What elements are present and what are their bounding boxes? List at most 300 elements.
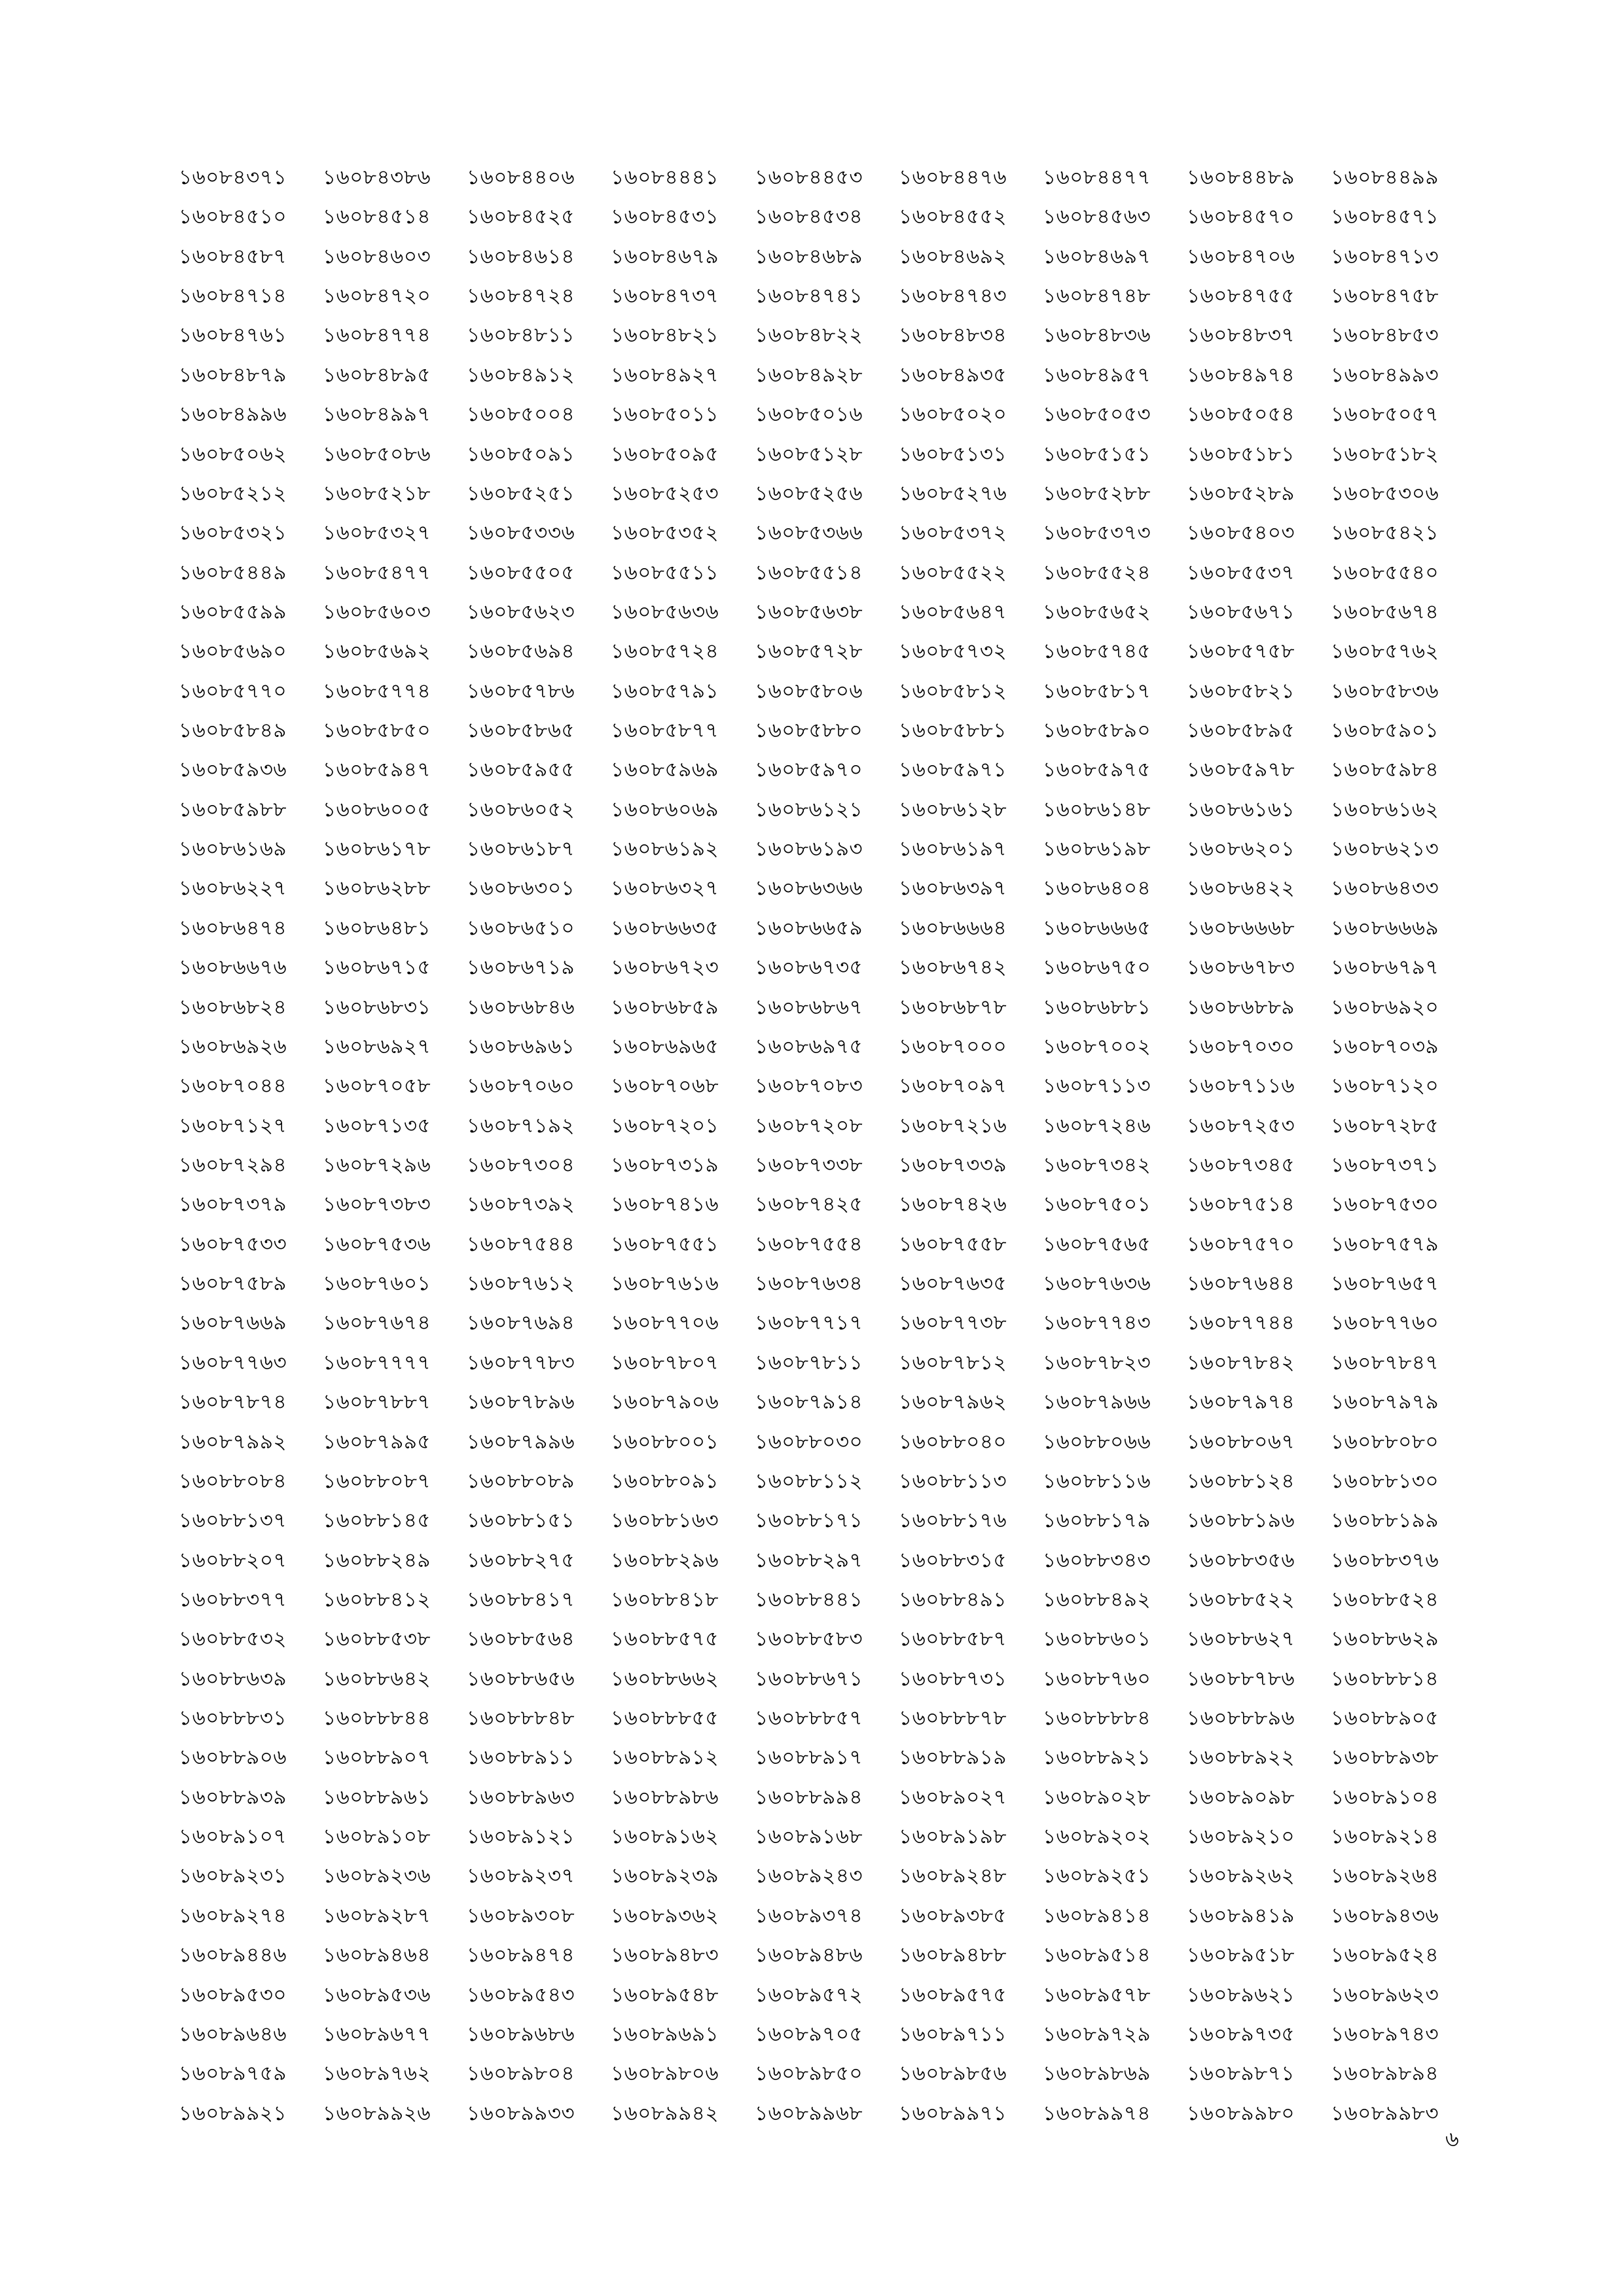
roll-number-cell: ১৬০৮৮৯১২ [611, 1746, 719, 1770]
roll-number-cell: ১৬০৮৭৮৮৭ [323, 1390, 431, 1414]
roll-number-cell: ১৬০৮৮২০৭ [179, 1548, 287, 1572]
roll-number-cell: ১৬০৮৫০৯১ [467, 442, 575, 466]
roll-number-cell: ১৬০৮৯৭৩৫ [1187, 2022, 1295, 2046]
roll-number-cell: ১৬০৮৯০৯৮ [1187, 1785, 1295, 1809]
roll-number-cell: ১৬০৮৫৫৯৯ [179, 600, 287, 624]
roll-number-cell: ১৬০৮৫২৮৮ [1043, 481, 1151, 505]
roll-number-cell: ১৬০৮৮৩১৫ [899, 1548, 1007, 1572]
roll-number-cell: ১৬০৮৫৬৫২ [1043, 600, 1151, 624]
roll-number-cell: ১৬০৮৯৫৩৬ [323, 1982, 431, 2007]
roll-number-cell: ১৬০৮৫৭৪৫ [1043, 639, 1151, 664]
roll-number-cell: ১৬০৮৪৭৫৮ [1331, 284, 1439, 308]
roll-number-cell: ১৬০৮৫৮১২ [899, 679, 1007, 703]
roll-number-cell: ১৬০৮৬৯৬১ [467, 1034, 575, 1058]
roll-number-cell: ১৬০৮৭৭১৭ [755, 1311, 863, 1335]
roll-number-cell: ১৬০৮৭৩৪৫ [1187, 1153, 1295, 1177]
roll-number-cell: ১৬০৮৫০১৬ [755, 403, 863, 427]
roll-number-cell: ১৬০৮৭১২৭ [179, 1113, 287, 1138]
roll-number-cell: ১৬০৮৪৯১২ [467, 363, 575, 387]
roll-number-cell: ১৬০৮৬৯২৬ [179, 1034, 287, 1058]
roll-number-cell: ১৬০৮৮৬২৭ [1187, 1627, 1295, 1651]
roll-number-cell: ১৬০৮৫৩২৭ [323, 521, 431, 545]
roll-number-cell: ১৬০৮৫৭২৪ [611, 639, 719, 664]
roll-number-cell: ১৬০৮৫৯৭৫ [1043, 758, 1151, 782]
roll-number-cell: ১৬০৮৮১৩০ [1331, 1469, 1439, 1493]
roll-number-cell: ১৬০৮৭০৫৮ [323, 1074, 431, 1098]
roll-number-cell: ১৬০৮৭৯৬৬ [1043, 1390, 1151, 1414]
roll-number-cell: ১৬০৮৮০৬৬ [1043, 1429, 1151, 1454]
roll-number-cell: ১৬০৮৮১১২ [755, 1469, 863, 1493]
roll-number-cell: ১৬০৮৯১০৭ [179, 1825, 287, 1849]
roll-number-cell: ১৬০৮৯২৪৩ [755, 1864, 863, 1888]
roll-number-cell: ১৬০৮৪৫৮৭ [179, 244, 287, 268]
roll-number-cell: ১৬০৮৭০৪৪ [179, 1074, 287, 1098]
roll-number-cell: ১৬০৮৬৪৮১ [323, 916, 431, 940]
roll-number-cell: ১৬০৮৮৭৮৬ [1187, 1666, 1295, 1691]
roll-number-cell: ১৬০৮৪৭৬১ [179, 323, 287, 348]
roll-number-cell: ১৬০৮৭৫৭৯ [1331, 1232, 1439, 1256]
roll-number-cell: ১৬০৮৭৩৭৯ [179, 1193, 287, 1217]
roll-number-cell: ১৬০৮৮০৪০ [899, 1429, 1007, 1454]
roll-number-cell: ১৬০৮৯১৬২ [611, 1825, 719, 1849]
roll-number-cell: ১৬০৮৫২৫১ [467, 481, 575, 505]
roll-number-cell: ১৬০৮৭৫৩৩ [179, 1232, 287, 1256]
roll-number-cell: ১৬০৮৯৬২১ [1187, 1982, 1295, 2007]
roll-number-cell: ১৬০৮৫৮১৭ [1043, 679, 1151, 703]
roll-number-cell: ১৬০৮৯১২১ [467, 1825, 575, 1849]
roll-number-cell: ১৬০৮৭০০০ [899, 1034, 1007, 1058]
roll-number-cell: ১৬০৮৬৭৫০ [1043, 956, 1151, 980]
roll-number-cell: ১৬০৮৫২৮৯ [1187, 481, 1295, 505]
roll-number-cell: ১৬০৮৬১২১ [755, 797, 863, 821]
roll-number-cell: ১৬০৮৯২০২ [1043, 1825, 1151, 1849]
roll-number-cell: ১৬০৮৫৩৬৬ [755, 521, 863, 545]
roll-number-cell: ১৬০৮৯২৬২ [1187, 1864, 1295, 1888]
roll-number-cell: ১৬০৮৪৪৫৩ [755, 166, 863, 189]
roll-number-cell: ১৬০৮৯৮০৬ [611, 2062, 719, 2086]
roll-number-cell: ১৬০৮৬৮২৪ [179, 995, 287, 1019]
roll-number-cell: ১৬০৮৮১৬৩ [611, 1509, 719, 1533]
roll-number-cell: ১৬০৮৮০০১ [611, 1429, 719, 1454]
roll-number-cell: ১৬০৮৫১৮১ [1187, 442, 1295, 466]
roll-number-cell: ১৬০৮৫৭৩২ [899, 639, 1007, 664]
roll-number-cell: ১৬০৮৬৬৬৯ [1331, 916, 1439, 940]
roll-number-cell: ১৬০৮৭৩৪২ [1043, 1153, 1151, 1177]
roll-number-cell: ১৬০৮৫৭২৮ [755, 639, 863, 664]
roll-number-cell: ১৬০৮৪৯৯৭ [323, 403, 431, 427]
roll-number-cell: ১৬০৮৭২৯৬ [323, 1153, 431, 1177]
roll-number-cell: ১৬০৮৬৪৭৪ [179, 916, 287, 940]
roll-number-cell: ১৬০৮৫০৬২ [179, 442, 287, 466]
roll-number-cell: ১৬০৮৫৯৫৫ [467, 758, 575, 782]
roll-number-cell: ১৬০৮৫৫২৪ [1043, 560, 1151, 584]
roll-number-cell: ১৬০৮৮৯১৭ [755, 1746, 863, 1770]
roll-number-cell: ১৬০৮৭৫৬৫ [1043, 1232, 1151, 1256]
roll-number-cell: ১৬০৮৮৬৫৬ [467, 1666, 575, 1691]
roll-number-cell: ১৬০৮৯৫৭২ [755, 1982, 863, 2007]
roll-number-cell: ১৬০৮৫৬৯২ [323, 639, 431, 664]
roll-number-cell: ১৬০৮৭৭৪৩ [1043, 1311, 1151, 1335]
roll-number-cell: ১৬০৮৫৫৩৭ [1187, 560, 1295, 584]
roll-number-cell: ১৬০৮৮২৪৯ [323, 1548, 431, 1572]
roll-number-cell: ১৬০৮৬৮৩১ [323, 995, 431, 1019]
roll-number-cell: ১৬০৮৯৯৪২ [611, 2101, 719, 2125]
roll-number-cell: ১৬০৮৪৮৯৫ [323, 363, 431, 387]
roll-number-cell: ১৬০৮৪৩৭১ [179, 166, 287, 189]
roll-number-cell: ১৬০৮৯৯৬৮ [755, 2101, 863, 2125]
roll-number-cell: ১৬০৮৬০০৫ [323, 797, 431, 821]
roll-number-cell: ১৬০৮৪৮৩৭ [1187, 323, 1295, 348]
roll-number-cell: ১৬০৮৫৭৮৬ [467, 679, 575, 703]
roll-number-cell: ১৬০৮৫৯৭৮ [1187, 758, 1295, 782]
roll-number-cell: ১৬০৮৪৬৮৯ [755, 244, 863, 268]
roll-number-cell: ১৬০৮৫১২৮ [755, 442, 863, 466]
roll-number-cell: ১৬০৮৯২৩৭ [467, 1864, 575, 1888]
roll-number-cell: ১৬০৮৯১৯৮ [899, 1825, 1007, 1849]
roll-number-cell: ১৬০৮৬১৪৮ [1043, 797, 1151, 821]
roll-number-cell: ১৬০৮৭৬৩৫ [899, 1272, 1007, 1296]
roll-number-cell: ১৬০৮৪৫৭১ [1331, 205, 1439, 229]
roll-number-cell: ১৬০৮৫৮৬৫ [467, 719, 575, 743]
roll-number-cell: ১৬০৮৪৮৩৬ [1043, 323, 1151, 348]
roll-number-cell: ১৬০৮৮৯২১ [1043, 1746, 1151, 1770]
roll-number-cell: ১৬০৮৫০৯৫ [611, 442, 719, 466]
roll-number-cell: ১৬০৮৫০০৪ [467, 403, 575, 427]
roll-number-cell: ১৬০৮৮৭৬০ [1043, 1666, 1151, 1691]
roll-number-cell: ১৬০৮৫৭৬২ [1331, 639, 1439, 664]
roll-number-cell: ১৬০৮৮৪৯২ [1043, 1587, 1151, 1611]
roll-number-cell: ১৬০৮৯৮০৪ [467, 2062, 575, 2086]
roll-number-cell: ১৬০৮৯৩৮৫ [899, 1903, 1007, 1928]
roll-number-cell: ১৬০৮৮৯৮৬ [611, 1785, 719, 1809]
roll-number-cell: ১৬০৮৮৬৭১ [755, 1666, 863, 1691]
page-number: ৬ [1445, 2126, 1459, 2151]
roll-number-cell: ১৬০৮৮১৩৭ [179, 1509, 287, 1533]
roll-number-cell: ১৬০৮৮৩৫৬ [1187, 1548, 1295, 1572]
roll-number-cell: ১৬০৮৮৮৭৮ [899, 1706, 1007, 1731]
roll-number-cell: ১৬০৮৪৮২১ [611, 323, 719, 348]
roll-number-cell: ১৬০৮৭৯৯৬ [467, 1429, 575, 1454]
roll-number-cell: ১৬০৮৬৮৮৯ [1187, 995, 1295, 1019]
roll-number-cell: ১৬০৮৭০৯৭ [899, 1074, 1007, 1098]
roll-number-cell: ১৬০৮৯১০৮ [323, 1825, 431, 1849]
roll-number-cell: ১৬০৮৫৮৮০ [755, 719, 863, 743]
roll-number-cell: ১৬০৮৭৯০৬ [611, 1390, 719, 1414]
roll-number-cell: ১৬০৮৮৮১৪ [1331, 1666, 1439, 1691]
roll-number-cell: ১৬০৮৫৯৮৪ [1331, 758, 1439, 782]
roll-number-cell: ১৬০৮৯২৬৪ [1331, 1864, 1439, 1888]
roll-number-cell: ১৬০৮৯৮৯৪ [1331, 2062, 1439, 2086]
roll-number-cell: ১৬০৮৯৭২৯ [1043, 2022, 1151, 2046]
roll-number-cell: ১৬০৮৯৫১৮ [1187, 1943, 1295, 1967]
roll-number-cell: ১৬০৮৭৭৮৩ [467, 1350, 575, 1374]
roll-number-cell: ১৬০৮৭৬০১ [323, 1272, 431, 1296]
roll-number-cell: ১৬০৮৭২০১ [611, 1113, 719, 1138]
roll-number-cell: ১৬০৮৫৫৪০ [1331, 560, 1439, 584]
roll-number-cell: ১৬০৮৯৮৬৯ [1043, 2062, 1151, 2086]
roll-number-cell: ১৬০৮৬৩০১ [467, 876, 575, 901]
roll-number-cell: ১৬০৮৯৬৭৭ [323, 2022, 431, 2046]
roll-number-cell: ১৬০৮৯৪৮৬ [755, 1943, 863, 1967]
roll-number-cell: ১৬০৮৯৭৪৩ [1331, 2022, 1439, 2046]
roll-number-cell: ১৬০৮৫৫১৪ [755, 560, 863, 584]
roll-number-cell: ১৬০৮৭৩৩৯ [899, 1153, 1007, 1177]
roll-number-cell: ১৬০৮৯৯২৬ [323, 2101, 431, 2125]
roll-number-cell: ১৬০৮৭১১৩ [1043, 1074, 1151, 1098]
roll-number-cell: ১৬০৮৯৪৩৬ [1331, 1903, 1439, 1928]
roll-number-cell: ১৬০৮৯২৭৪ [179, 1903, 287, 1928]
roll-number-cell: ১৬০৮৪৪৭৬ [899, 166, 1007, 189]
roll-number-cell: ১৬০৮৯৫৭৮ [1043, 1982, 1151, 2007]
roll-number-cell: ১৬০৮৭৯৯২ [179, 1429, 287, 1454]
roll-number-cell: ১৬০৮৪৯৫৭ [1043, 363, 1151, 387]
roll-number-cell: ১৬০৮৯৩০৮ [467, 1903, 575, 1928]
roll-number-cell: ১৬০৮৮৬২৯ [1331, 1627, 1439, 1651]
roll-number-cell: ১৬০৮৬৬৫৯ [755, 916, 863, 940]
roll-number-cell: ১৬০৮৭১৯২ [467, 1113, 575, 1138]
roll-number-cell: ১৬০৮৭০৬৮ [611, 1074, 719, 1098]
roll-number-cell: ১৬০৮৮৬৩৯ [179, 1666, 287, 1691]
roll-number-cell: ১৬০৮৬১৯৭ [899, 837, 1007, 861]
roll-number-cell: ১৬০৮৫৪৭৭ [323, 560, 431, 584]
roll-number-cell: ১৬০৮৬৮৪৬ [467, 995, 575, 1019]
roll-number-cell: ১৬০৮৭০৮৩ [755, 1074, 863, 1098]
roll-number-cell: ১৬০৮৭০০২ [1043, 1034, 1151, 1058]
roll-number-cell: ১৬০৮৫২৫৬ [755, 481, 863, 505]
roll-number-cell: ১৬০৮৭৫৩৬ [323, 1232, 431, 1256]
roll-number-cell: ১৬০৮৮৫৩৮ [323, 1627, 431, 1651]
roll-number-cell: ১৬০৮৭৫৫৮ [899, 1232, 1007, 1256]
roll-number-cell: ১৬০৮৪৭৩৭ [611, 284, 719, 308]
roll-number-cell: ১৬০৮৮১৪৫ [323, 1509, 431, 1533]
roll-number-cell: ১৬০৮৮১১৩ [899, 1469, 1007, 1493]
roll-number-cell: ১৬০৮৬৩৬৬ [755, 876, 863, 901]
roll-number-cell: ১৬০৮৮৬৪২ [323, 1666, 431, 1691]
roll-number-cell: ১৬০৮৬১৬৯ [179, 837, 287, 861]
roll-number-cell: ১৬০৮৭২১৬ [899, 1113, 1007, 1138]
roll-number-cell: ১৬০৮৭৫১৪ [1187, 1193, 1295, 1217]
roll-number-cell: ১৬০৮৬৭৩৫ [755, 956, 863, 980]
roll-number-cell: ১৬০৮৪৩৮৬ [323, 166, 431, 189]
roll-number-cell: ১৬০৮৮৯৩৮ [1331, 1746, 1439, 1770]
roll-number-cell: ১৬০৮৬৮৮১ [1043, 995, 1151, 1019]
roll-number-cell: ১৬০৮৭৮৯৬ [467, 1390, 575, 1414]
roll-number-cell: ১৬০৮৫৩৭৩ [1043, 521, 1151, 545]
roll-number-cell: ১৬০৮৬৪২২ [1187, 876, 1295, 901]
roll-number-cell: ১৬০৮৭৮০৭ [611, 1350, 719, 1374]
roll-number-cell: ১৬০৮৪৫২৫ [467, 205, 575, 229]
roll-number-cell: ১৬০৮৮৮৮৪ [1043, 1706, 1151, 1731]
roll-number-cell: ১৬০৮৮৩৭৭ [179, 1587, 287, 1611]
roll-number-cell: ১৬০৮৯৬৮৬ [467, 2022, 575, 2046]
roll-number-cell: ১৬০৮৮৯০৫ [1331, 1706, 1439, 1731]
roll-number-cell: ১৬০৮৮৯১১ [467, 1746, 575, 1770]
roll-number-cell: ১৬০৮৫৬৩৮ [755, 600, 863, 624]
roll-number-cell: ১৬০৮৫১৫১ [1043, 442, 1151, 466]
roll-number-cell: ১৬০৮৪৫৬৩ [1043, 205, 1151, 229]
roll-number-cell: ১৬০৮৪৭৭৪ [323, 323, 431, 348]
roll-number-cell: ১৬০৮৮৯০৬ [179, 1746, 287, 1770]
roll-number-cell: ১৬০৮৯১০৪ [1331, 1785, 1439, 1809]
roll-number-cell: ১৬০৮৫৩২১ [179, 521, 287, 545]
roll-number-cell: ১৬০৮৭৩৩৮ [755, 1153, 863, 1177]
roll-number-cell: ১৬০৮৭৬৬৯ [179, 1311, 287, 1335]
roll-number-cell: ১৬০৮৫৮৭৭ [611, 719, 719, 743]
roll-number-cell: ১৬০৮৪৫১০ [179, 205, 287, 229]
roll-number-cell: ১৬০৮৫৬০৩ [323, 600, 431, 624]
roll-number-cell: ১৬০৮৭২৯৪ [179, 1153, 287, 1177]
roll-number-cell: ১৬০৮৯৮৭১ [1187, 2062, 1295, 2086]
roll-number-cell: ১৬০৮৪৭০৬ [1187, 244, 1295, 268]
roll-number-cell: ১৬০৮৭৭৪৪ [1187, 1311, 1295, 1335]
roll-number-cell: ১৬০৮৭৯১৪ [755, 1390, 863, 1414]
roll-number-cell: ১৬০৮৪৬৭৯ [611, 244, 719, 268]
roll-number-cell: ১৬০৮৫৪৪৯ [179, 560, 287, 584]
roll-number-cell: ১৬০৮৭৭৬৩ [179, 1350, 287, 1374]
roll-number-cell: ১৬০৮৮০৮৪ [179, 1469, 287, 1493]
roll-number-cell: ১৬০৮৮১৯৯ [1331, 1509, 1439, 1533]
roll-number-cell: ১৬০৮৮২৯৭ [755, 1548, 863, 1572]
roll-number-cell: ১৬০৮৭৭০৬ [611, 1311, 719, 1335]
roll-number-cell: ১৬০৮৭৭৬০ [1331, 1311, 1439, 1335]
roll-number-cell: ১৬০৮৬৭৪২ [899, 956, 1007, 980]
roll-number-cell: ১৬০৮৮৩৭৬ [1331, 1548, 1439, 1572]
roll-number-cell: ১৬০৮৭১৩৫ [323, 1113, 431, 1138]
roll-number-cell: ১৬০৮৪৬০৩ [323, 244, 431, 268]
roll-number-cell: ১৬০৮৬৬৩৫ [611, 916, 719, 940]
roll-number-cell: ১৬০৮৬৩৯৭ [899, 876, 1007, 901]
roll-number-cell: ১৬০৮৪৪৭৭ [1043, 166, 1151, 189]
roll-number-cell: ১৬০৮৮৪১২ [323, 1587, 431, 1611]
roll-number-cell: ১৬০৮৯৫৭৫ [899, 1982, 1007, 2007]
roll-number-cell: ১৬০৮৫২১৮ [323, 481, 431, 505]
roll-number-cell: ১৬০৮৮১১৬ [1043, 1469, 1151, 1493]
roll-number-cell: ১৬০৮৫৪০৩ [1187, 521, 1295, 545]
roll-number-cell: ১৬০৮৯২৩১ [179, 1864, 287, 1888]
roll-number-cell: ১৬০৮৫৯৬৯ [611, 758, 719, 782]
roll-number-cell: ১৬০৮৪৮৩৪ [899, 323, 1007, 348]
roll-number-cell: ১৬০৮৮০৮৭ [323, 1469, 431, 1493]
roll-number-cell: ১৬০৮৪৫৭০ [1187, 205, 1295, 229]
roll-number-cell: ১৬০৮৫৮৫০ [323, 719, 431, 743]
roll-number-cell: ১৬০৮৪৭১৩ [1331, 244, 1439, 268]
roll-number-cell: ১৬০৮৪৭৫৫ [1187, 284, 1295, 308]
roll-number-cell: ১৬০৮৫৯৩৬ [179, 758, 287, 782]
roll-number-cell: ১৬০৮৫৮৯০ [1043, 719, 1151, 743]
roll-number-cell: ১৬০৮৭৫৪৪ [467, 1232, 575, 1256]
roll-number-cell: ১৬০৮৫৩৩৬ [467, 521, 575, 545]
roll-number-cell: ১৬০৮৫৬৭১ [1187, 600, 1295, 624]
roll-number-cell: ১৬০৮৬৮৫৯ [611, 995, 719, 1019]
roll-number-cell: ১৬০৮৭৩৭১ [1331, 1153, 1439, 1177]
roll-number-cell: ১৬০৮৭৫৩০ [1331, 1193, 1439, 1217]
roll-number-cell: ১৬০৮৯২৪৮ [899, 1864, 1007, 1888]
roll-number-cell: ১৬০৮৪৯৩৫ [899, 363, 1007, 387]
roll-number-cell: ১৬০৮৪৮৭৯ [179, 363, 287, 387]
roll-number-cell: ১৬০৮৬২২৭ [179, 876, 287, 901]
roll-number-cell: ১৬০৮৮০৮০ [1331, 1429, 1439, 1454]
roll-number-cell: ১৬০৮৫৭৯১ [611, 679, 719, 703]
roll-number-grid [179, 158, 1481, 2133]
roll-number-cell: ১৬০৮৫৯৪৭ [323, 758, 431, 782]
roll-number-cell: ১৬০৮৪৭৪১ [755, 284, 863, 308]
roll-number-cell: ১৬০৮৮৬৬২ [611, 1666, 719, 1691]
roll-number-cell: ১৬০৮৮৯০৭ [323, 1746, 431, 1770]
roll-number-cell: ১৬০৮৯৯৮০ [1187, 2101, 1295, 2125]
roll-number-cell: ১৬০৮৫৭৭৪ [323, 679, 431, 703]
roll-number-cell: ১৬০৮৬৬৬৫ [1043, 916, 1151, 940]
roll-number-cell: ১৬০৮৮১৯৬ [1187, 1509, 1295, 1533]
roll-number-cell: ১৬০৮৯৫২৪ [1331, 1943, 1439, 1967]
roll-number-cell: ১৬০৮৭২০৮ [755, 1113, 863, 1138]
roll-number-cell: ১৬০৮৪৫৩৪ [755, 205, 863, 229]
roll-number-cell: ১৬০৮৭৭৩৮ [899, 1311, 1007, 1335]
roll-number-cell: ১৬০৮৭৬৩৪ [755, 1272, 863, 1296]
roll-number-cell: ১৬০৮৭৮৪২ [1187, 1350, 1295, 1374]
roll-number-cell: ১৬০৮৫৭৫৮ [1187, 639, 1295, 664]
roll-number-cell: ১৬০৮৭৫৭০ [1187, 1232, 1295, 1256]
roll-number-cell: ১৬০৮৮৮৯৬ [1187, 1706, 1295, 1731]
roll-number-cell: ১৬০৮৮০৯১ [611, 1469, 719, 1493]
roll-number-cell: ১৬০৮৮৯৯৪ [755, 1785, 863, 1809]
roll-number-cell: ১৬০৮৯৯৩৩ [467, 2101, 575, 2125]
roll-number-cell: ১৬০৮৮৬০১ [1043, 1627, 1151, 1651]
roll-number-cell: ১৬০৮৮৮৫৭ [755, 1706, 863, 1731]
roll-number-cell: ১৬০৮৭২৪৬ [1043, 1113, 1151, 1138]
roll-number-cell: ১৬০৮৯৪৮৮ [899, 1943, 1007, 1967]
roll-number-cell: ১৬০৮৫৮৯৫ [1187, 719, 1295, 743]
roll-number-cell: ১৬০৮৮৫৭৫ [611, 1627, 719, 1651]
roll-number-cell: ১৬০৮৮৪৯১ [899, 1587, 1007, 1611]
roll-number-cell: ১৬০৮৭৫০১ [1043, 1193, 1151, 1217]
roll-number-cell: ১৬০৮৯০২৭ [899, 1785, 1007, 1809]
roll-number-cell: ১৬০৮৭৯৯৫ [323, 1429, 431, 1454]
roll-number-cell: ১৬০৮৫৬৯৪ [467, 639, 575, 664]
roll-number-cell: ১৬০৮৫৮০৬ [755, 679, 863, 703]
roll-number-cell: ১৬০৮৪৬১৪ [467, 244, 575, 268]
roll-number-cell: ১৬০৮৭৩৮৩ [323, 1193, 431, 1217]
roll-number-cell: ১৬০৮৪৯৭৪ [1187, 363, 1295, 387]
roll-number-cell: ১৬০৮৬৮৭৮ [899, 995, 1007, 1019]
roll-number-cell: ১৬০৮৬৮৬৭ [755, 995, 863, 1019]
roll-number-cell: ১৬০৮৭৮২৩ [1043, 1350, 1151, 1374]
roll-number-cell: ১৬০৮৯৬৪৬ [179, 2022, 287, 2046]
roll-number-cell: ১৬০৮৯৭৬২ [323, 2062, 431, 2086]
roll-number-cell: ১৬০৮৭৫৮৯ [179, 1272, 287, 1296]
roll-number-cell: ১৬০৮৯০২৮ [1043, 1785, 1151, 1809]
roll-number-cell: ১৬০৮৫৬২৩ [467, 600, 575, 624]
roll-number-cell: ১৬০৮৪৬৯৭ [1043, 244, 1151, 268]
roll-number-cell: ১৬০৮৭১১৬ [1187, 1074, 1295, 1098]
roll-number-cell: ১৬০৮৪৫৫২ [899, 205, 1007, 229]
roll-number-cell: ১৬০৮৯৪৭৪ [467, 1943, 575, 1967]
roll-number-cell: ১৬০৮৬০৫২ [467, 797, 575, 821]
roll-number-cell: ১৬০৮৪৯৯৬ [179, 403, 287, 427]
roll-number-cell: ১৬০৮৮১৭৬ [899, 1509, 1007, 1533]
roll-number-cell: ১৬০৮৬১৯৩ [755, 837, 863, 861]
roll-number-cell: ১৬০৮৭৭৭৭ [323, 1350, 431, 1374]
roll-number-cell: ১৬০৮৫৮৮১ [899, 719, 1007, 743]
roll-number-cell: ১৬০৮৬৭১৯ [467, 956, 575, 980]
roll-number-cell: ১৬০৮৬৯২০ [1331, 995, 1439, 1019]
roll-number-cell: ১৬০৮৯৪১৪ [1043, 1903, 1151, 1928]
roll-number-cell: ১৬০৮৯৪৮৩ [611, 1943, 719, 1967]
roll-number-cell: ১৬০৮৯৩৭৪ [755, 1903, 863, 1928]
roll-number-cell: ১৬০৮৪৪৮৯ [1187, 166, 1295, 189]
roll-number-cell: ১৬০৮৭৫৫১ [611, 1232, 719, 1256]
roll-number-cell: ১৬০৮৬২৮৮ [323, 876, 431, 901]
roll-number-cell: ১৬০৮৫০৫৩ [1043, 403, 1151, 427]
